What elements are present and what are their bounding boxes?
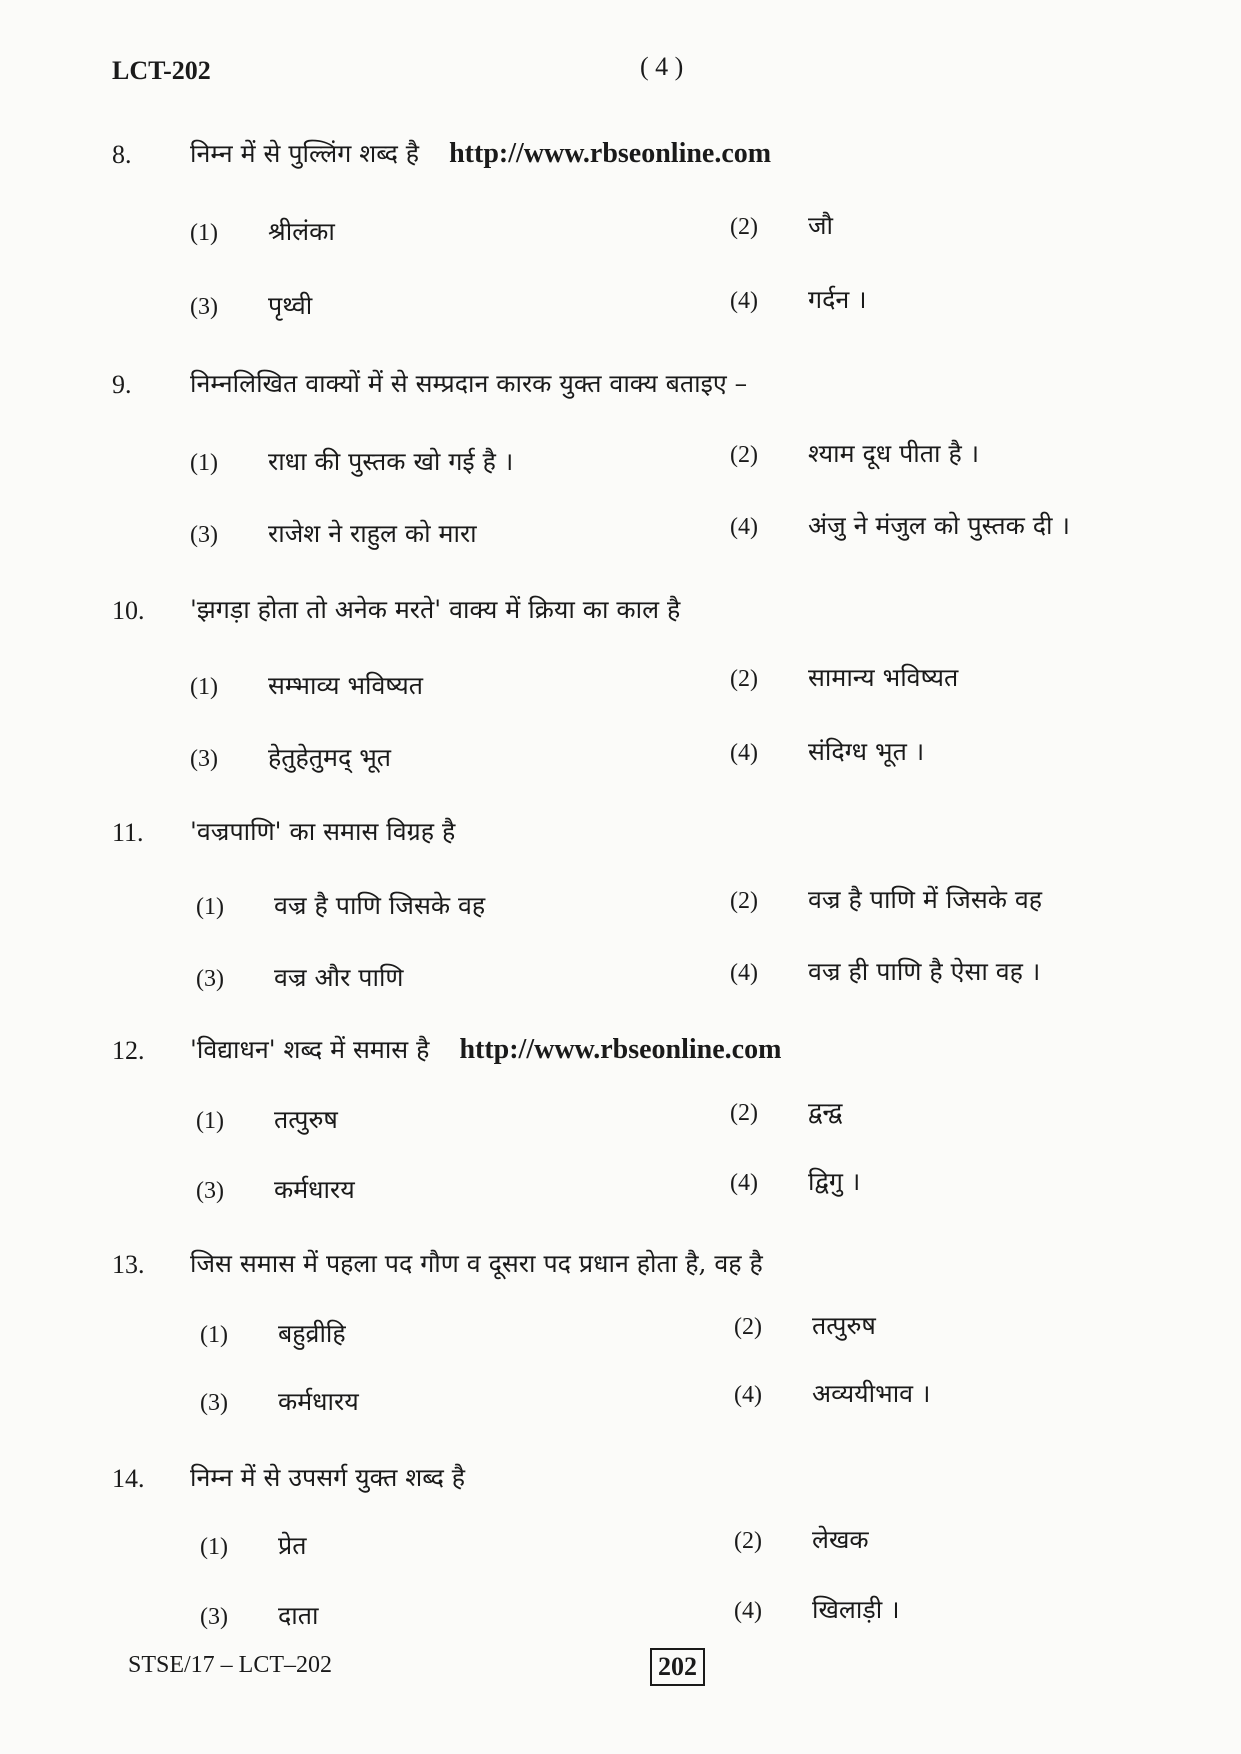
option-2: (2) द्वन्द्व: [730, 1097, 843, 1126]
option-1: (1) श्रीलंका: [190, 217, 335, 246]
option-1: (1) तत्पुरुष: [196, 1105, 338, 1134]
option-1: (1) प्रेत: [200, 1531, 307, 1560]
question-text: 'झगड़ा होता तो अनेक मरते' वाक्य में क्रिया का काल है: [190, 595, 681, 624]
option-4: (4) अंजु ने मंजुल को पुस्तक दी ।: [730, 511, 1070, 540]
option-1: (1) वज्र है पाणि जिसके वह: [196, 891, 486, 920]
option-2: (2) जौ: [730, 211, 834, 240]
page-number: ( 4 ): [640, 52, 684, 81]
option-3: (3) दाता: [200, 1601, 319, 1630]
option-4: (4) द्विगु ।: [730, 1167, 861, 1196]
watermark-url: http://www.rbseonline.com: [449, 138, 772, 169]
question-number: 11.: [112, 818, 144, 847]
option-4: (4) वज्र ही पाणि है ऐसा वह ।: [730, 957, 1041, 986]
option-3: (3) पृथ्वी: [190, 291, 313, 320]
option-2: (2) श्याम दूध पीता है ।: [730, 439, 980, 468]
question-number: 13.: [112, 1250, 145, 1279]
option-2: (2) लेखक: [734, 1525, 869, 1554]
watermark-url: http://www.rbseonline.com: [459, 1034, 782, 1065]
footer-page-box: 202: [650, 1648, 705, 1686]
option-2: (2) वज्र है पाणि में जिसके वह: [730, 885, 1043, 914]
option-3: (3) कर्मधारय: [200, 1387, 359, 1416]
option-2: (2) तत्पुरुष: [734, 1311, 876, 1340]
question-number: 9.: [112, 370, 132, 399]
question-text: जिस समास में पहला पद गौण व दूसरा पद प्रधान होता है, वह है: [190, 1249, 763, 1278]
question-text: 'वज्रपाणि' का समास विग्रह है: [190, 817, 456, 846]
footer-paper-code: STSE/17 – LCT–202: [128, 1652, 333, 1678]
option-3: (3) राजेश ने राहुल को मारा: [190, 519, 477, 548]
question-text: निम्न में से उपसर्ग युक्त शब्द है: [190, 1463, 466, 1492]
question-number: 8.: [112, 140, 132, 169]
option-3: (3) कर्मधारय: [196, 1175, 355, 1204]
option-1: (1) राधा की पुस्तक खो गई है ।: [190, 447, 514, 476]
option-4: (4) खिलाड़ी ।: [734, 1595, 900, 1624]
option-4: (4) संदिग्ध भूत ।: [730, 737, 925, 766]
question-text: निम्न में से पुल्लिंग शब्द है: [190, 139, 420, 168]
option-3: (3) हेतुहेतुमद् भूत: [190, 743, 392, 772]
option-1: (1) बहुव्रीहि: [200, 1319, 346, 1348]
question-number: 12.: [112, 1036, 145, 1065]
question-number: 10.: [112, 596, 145, 625]
option-2: (2) सामान्य भविष्यत: [730, 663, 959, 692]
question-number: 14.: [112, 1464, 145, 1493]
paper-code: LCT-202: [112, 56, 211, 85]
option-4: (4) गर्दन ।: [730, 285, 867, 314]
question-text: निम्नलिखित वाक्यों में से सम्प्रदान कारक युक्त वाक्य बताइए –: [190, 369, 748, 398]
option-4: (4) अव्ययीभाव ।: [734, 1379, 931, 1408]
question-text: 'विद्याधन' शब्द में समास है: [190, 1035, 430, 1064]
option-3: (3) वज्र और पाणि: [196, 963, 404, 992]
option-1: (1) सम्भाव्य भविष्यत: [190, 671, 424, 700]
